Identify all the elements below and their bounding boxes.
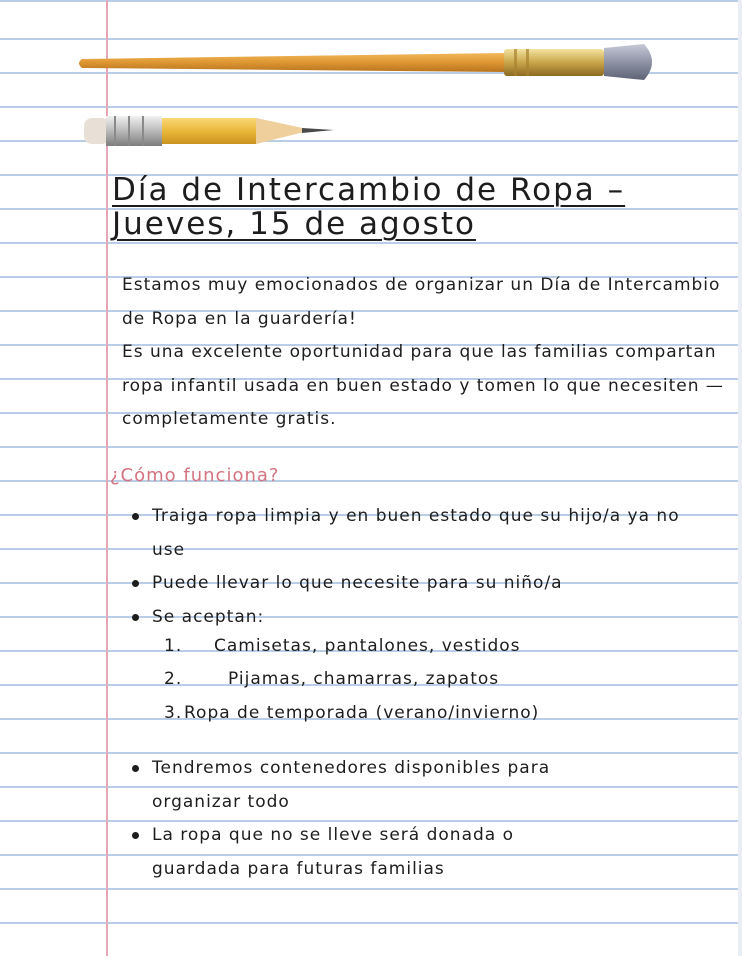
bullet-icon	[132, 614, 139, 621]
list-item	[130, 567, 710, 601]
list-item-text: Tendremos contenedores disponibles para organizar todo	[152, 758, 551, 812]
bullet-icon	[132, 580, 139, 587]
list-item-text: Traiga ropa limpia y en buen estado que su hijo/a ya no use	[152, 506, 680, 560]
accepted-item-text: Pijamas, chamarras, zapatos	[228, 669, 500, 689]
bullet-icon	[132, 765, 139, 772]
accepted-item-number: 1.	[164, 636, 183, 656]
accepted-item-number: 2.	[164, 669, 183, 689]
page-title	[112, 173, 625, 241]
accepted-item-text: Camisetas, pantalones, vestidos	[214, 636, 521, 656]
intro-sentence-1: Estamos muy emocionados de organizar un Día de Intercambio de Ropa en la guardería!	[122, 275, 721, 329]
title-line-1: Día de Intercambio de Ropa –	[112, 172, 626, 208]
logistics-list	[130, 752, 570, 886]
paintbrush-icon	[74, 38, 664, 86]
list-item	[130, 500, 710, 567]
list-item-text: Se aceptan:	[152, 606, 265, 627]
list-item-text: La ropa que no se lleve será donada o guardada para futuras familias	[152, 825, 515, 879]
title-line-2: Jueves, 15 de agosto	[112, 206, 476, 242]
how-it-works-list	[130, 500, 710, 634]
accepted-item-text: Ropa de temporada (verano/invierno)	[184, 703, 540, 723]
accepted-item-number: 3.	[164, 703, 183, 723]
bullet-icon	[132, 513, 139, 520]
pencil-icon	[80, 110, 342, 150]
intro-paragraph	[122, 269, 732, 437]
intro-sentence-2: Es una excelente oportunidad para que las familias compartan ropa infantil usada en buen estado y tomen lo que necesiten — completamente gratis.	[122, 342, 724, 430]
list-item-text: Puede llevar lo que necesite para su niño/a	[152, 573, 563, 594]
list-item	[130, 752, 570, 819]
list-item	[130, 819, 570, 886]
page-edge	[738, 0, 742, 956]
bullet-icon	[132, 832, 139, 839]
how-it-works-heading: ¿Cómo funciona?	[110, 465, 280, 486]
